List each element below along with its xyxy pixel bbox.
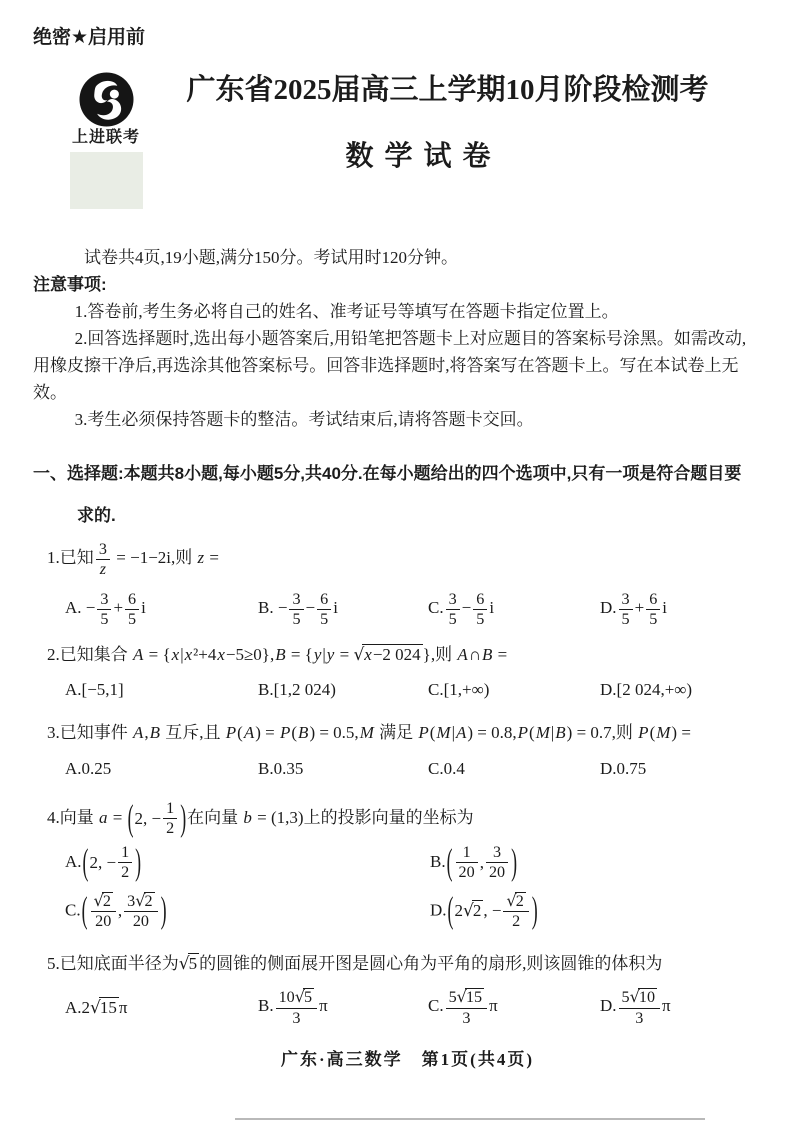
notice-item-3: 3.考生必须保持答题卡的整洁。考试结束后,请将答题卡交回。 — [74, 410, 534, 429]
question-2-stem: 2.已知集合 A = {x|x²+4x−5≥0},B = {y|y = √x−2 024 },则 A∩B = — [47, 644, 508, 665]
radicand: 2 — [144, 892, 153, 910]
radical-sign: √ — [462, 900, 474, 921]
question-3-stem: 3.已知事件 A,B 互斥,且 P(A) = P(B) = 0.5,M 满足 P(M|A) = 0.8,P(M|B) = 0.7,则 P(M) = — [47, 722, 691, 742]
fraction — [446, 988, 488, 1027]
numerator: 6 — [317, 591, 331, 610]
question-4-options-row-2 — [33, 889, 754, 931]
variable: A — [133, 722, 144, 742]
sqrt — [295, 989, 314, 1006]
radical-sign: √ — [456, 987, 467, 1007]
open-paren: ( — [447, 889, 454, 931]
denominator: 5 — [292, 611, 301, 629]
sqrt — [179, 954, 199, 973]
radical-sign: √ — [629, 987, 640, 1007]
paren-content: 2 √2 , − $\frac{√2}{2}$ — [454, 892, 530, 931]
variable: z — [99, 561, 107, 579]
open-paren: ( — [446, 841, 453, 883]
fraction — [646, 591, 660, 629]
question-2 — [33, 641, 754, 703]
numerator — [91, 892, 116, 912]
denominator: 20 — [132, 912, 149, 930]
numerator — [503, 892, 528, 912]
subject-title: 数学试卷 — [345, 141, 502, 172]
numerator: 3 — [486, 844, 508, 863]
numerator: 3 — [619, 591, 633, 610]
fraction — [619, 988, 661, 1027]
variable: M — [656, 722, 671, 742]
page-footer: 广东·高三数学 第1页(共4页) — [281, 1050, 534, 1070]
question-5-stem: 5.已知底面半径为√5 的圆锥的侧面展开图是圆心角为平角的扇形,则该圆锥的体积为 — [47, 954, 663, 975]
close-paren: ) — [160, 889, 167, 931]
paren-content: 2, − $\frac{1}{2}$ — [89, 844, 134, 882]
radicand: 5 — [304, 989, 313, 1007]
variable: x — [184, 644, 193, 664]
question-3-options — [33, 755, 754, 782]
variable: P — [638, 722, 649, 742]
open-paren: ( — [82, 841, 89, 883]
question-4-option-a: A. ( 2, − $\frac{1}{2}$ ) — [65, 844, 430, 882]
numerator: 6 — [125, 591, 139, 610]
fraction — [473, 591, 487, 629]
variable: y — [326, 644, 335, 664]
close-paren: ) — [511, 841, 518, 883]
variable: x — [171, 644, 180, 664]
variable: B — [555, 722, 566, 742]
radicand: 15 — [99, 997, 117, 1017]
denominator: 5 — [128, 611, 137, 629]
radicand: 10 — [638, 989, 656, 1007]
question-4-option-c: C. ( $\frac{√2}{20}$ , $\frac{3√2}{20}$ ) — [65, 892, 430, 931]
numerator: 3√2 — [124, 892, 157, 912]
variable: B — [482, 644, 493, 664]
question-5-option-d: D. $\frac{5√10}{3}$ π — [600, 987, 671, 1027]
variable: A — [457, 644, 468, 664]
denominator: 5 — [476, 611, 485, 629]
denominator: 5 — [320, 611, 329, 629]
paren-content: $\frac{1}{20}$ , $\frac{3}{20}$ — [454, 844, 511, 882]
numerator: 6 — [646, 591, 660, 610]
fraction — [446, 591, 460, 629]
variable: P — [225, 722, 237, 742]
fraction — [276, 988, 318, 1027]
open-paren: ( — [127, 797, 134, 839]
fraction — [124, 892, 157, 931]
radicand: 5 — [188, 954, 198, 974]
denominator: 2 — [166, 820, 175, 838]
variable: P — [517, 722, 529, 742]
variable: b — [243, 807, 252, 827]
question-4-option-d: D. ( 2 √2 , − $\frac{√2}{2}$ ) — [430, 892, 754, 931]
variable: x — [217, 644, 225, 664]
question-5-option-a: A.2√15 π — [65, 997, 128, 1018]
paren-content: $\frac{√2}{20}$ , $\frac{3√2}{20}$ — [89, 892, 160, 931]
denominator: 2 — [121, 864, 130, 882]
radicand: 2 — [472, 900, 482, 920]
denominator: 3 — [462, 1009, 471, 1027]
variable: A — [243, 722, 255, 742]
sqrt — [506, 890, 525, 910]
sqrt — [630, 989, 657, 1006]
question-1-option-a: A. − $\frac{3}{5}$ + $\frac{6}{5}$ i — [65, 590, 146, 629]
variable: M — [359, 722, 374, 742]
sqrt — [463, 897, 483, 925]
radical-sign: √ — [506, 890, 517, 910]
question-3-option-c: C.0.4 — [428, 758, 465, 778]
variable: B — [298, 722, 309, 742]
variable: y — [313, 644, 322, 664]
radical-sign: √ — [135, 890, 146, 910]
question-4-option-b: B. ( $\frac{1}{20}$ , $\frac{3}{20}$ ) — [430, 844, 754, 882]
radicand: 2 — [515, 892, 524, 910]
paren-content: 2, − $\frac{1}{2}$ — [135, 800, 180, 838]
radical-sign: √ — [353, 644, 365, 665]
question-5 — [33, 950, 754, 1027]
question-4-stem: 4.向量 a = ( 2, − $\frac{1}{2}$ ) 在向量 b = (1,3)上的投影向量的坐标为 — [33, 800, 754, 838]
question-3 — [33, 719, 754, 782]
denominator: 5 — [649, 611, 658, 629]
fraction — [289, 591, 303, 629]
fraction — [97, 591, 111, 629]
denominator: 3 — [635, 1009, 644, 1027]
numerator: 1 — [118, 844, 132, 863]
numerator: 3 — [446, 591, 460, 610]
paren-group — [447, 889, 539, 931]
numerator: 1 — [456, 844, 478, 863]
paren-group — [127, 797, 188, 839]
variable: P — [418, 722, 429, 742]
exam-title: 广东省2025届高三上学期10月阶段检测考 — [186, 74, 709, 106]
logo-label: 上进联考 — [71, 129, 140, 146]
paren-group — [81, 889, 168, 931]
sqrt — [457, 989, 484, 1006]
numerator: 5√10 — [619, 988, 661, 1008]
classification-banner: 绝密★启用前 — [33, 27, 146, 48]
exam-summary: 试卷共4页,19小题,满分150分。考试用时120分钟。 — [84, 248, 458, 267]
notice-item-2: 2.回答选择题时,选出每小题答案后,用铅笔把答题卡上对应题目的答案标号涂黑。如需改动,用橡皮擦干净后,再选涂其他答案标号。回答非选择题时,将答案写在答题卡上。写在本试卷上无效。 — [33, 329, 747, 402]
fraction — [91, 892, 116, 931]
question-1-option-c: C. $\frac{3}{5}$ − $\frac{6}{5}$ i — [428, 590, 495, 629]
question-2-option-c: C.[1,+∞) — [428, 679, 490, 699]
variable: B — [149, 722, 161, 742]
question-1-options — [33, 591, 754, 629]
variable: A — [133, 644, 144, 664]
radical-sign: √ — [90, 997, 101, 1018]
denominator: 5 — [448, 611, 457, 629]
numerator: 10√5 — [276, 988, 318, 1008]
variable: A — [456, 722, 467, 742]
sqrt — [93, 890, 113, 910]
denominator: 20 — [458, 864, 475, 882]
numerator: 5√15 — [446, 988, 488, 1008]
question-1-option-d: D. $\frac{3}{5}$ + $\frac{6}{5}$ i — [600, 590, 668, 629]
variable: a — [99, 807, 108, 827]
question-4 — [33, 797, 754, 931]
numerator: 3 — [96, 541, 110, 560]
fraction — [125, 591, 139, 629]
variable: x — [364, 644, 372, 664]
question-2-option-d: D.[2 024,+∞) — [600, 679, 693, 699]
fraction — [118, 844, 132, 882]
question-1-option-b: B. − $\frac{3}{5}$ − $\frac{6}{5}$ i — [258, 590, 338, 629]
denominator: 5 — [100, 611, 109, 629]
question-5-option-c: C. $\frac{5√15}{3}$ π — [428, 987, 498, 1027]
variable: z — [197, 547, 205, 567]
question-4-options-row-1 — [33, 841, 754, 883]
fraction — [163, 800, 177, 838]
paren-group — [82, 841, 143, 883]
denominator: 20 — [95, 912, 112, 930]
close-paren: ) — [531, 889, 538, 931]
radical-sign: √ — [294, 987, 306, 1007]
question-5-option-b: B. $\frac{10√5}{3}$ π — [258, 987, 328, 1027]
numerator: 3 — [289, 591, 303, 610]
section-1-header: 一、选择题:本题共8小题,每小题5分,共40分.在每小题给出的四个选项中,只有一项是符合题目要求的. — [33, 464, 742, 525]
question-5-options — [33, 988, 754, 1027]
paren-group — [446, 841, 518, 883]
numerator: 1 — [163, 800, 177, 819]
radicand: 15 — [465, 989, 483, 1007]
fraction — [486, 844, 508, 882]
numerator: 3 — [97, 591, 111, 610]
fraction — [317, 591, 331, 629]
sqrt — [353, 645, 422, 664]
denominator: 5 — [621, 611, 630, 629]
close-paren: ) — [135, 841, 142, 883]
fraction — [456, 844, 478, 882]
radical-sign: √ — [93, 890, 104, 910]
shangjin-logo-icon — [79, 72, 134, 127]
sqrt — [90, 998, 119, 1017]
radicand: 2 — [102, 892, 111, 910]
close-paren: ) — [180, 797, 187, 839]
denominator: 20 — [488, 864, 506, 882]
question-3-option-d: D.0.75 — [600, 758, 647, 778]
question-2-options — [33, 676, 754, 703]
question-1-stem: 1.已知 $\frac{3}{z}$ = −1−2i,则 z = — [47, 541, 220, 579]
fraction — [619, 591, 633, 629]
question-2-option-b: B.[1,2 024) — [258, 679, 336, 699]
logo-placeholder-box — [70, 152, 143, 209]
numerator: 6 — [473, 591, 487, 610]
variable: M — [535, 722, 550, 742]
variable: P — [279, 722, 291, 742]
denominator: 2 — [512, 912, 521, 930]
question-1 — [33, 541, 754, 629]
question-3-option-a: A.0.25 — [65, 758, 112, 778]
notice-item-1: 1.答卷前,考生务必将自己的姓名、准考证号等填写在答题卡指定位置上。 — [74, 302, 619, 321]
sqrt — [135, 890, 154, 910]
open-paren: ( — [81, 889, 88, 931]
question-3-option-b: B.0.35 — [258, 758, 304, 778]
question-2-option-a: A.[−5,1] — [65, 679, 124, 699]
variable: M — [436, 722, 451, 742]
denominator: 3 — [292, 1009, 301, 1027]
fraction — [96, 541, 110, 579]
shangjin-logo — [67, 72, 145, 209]
radical-sign: √ — [178, 954, 190, 975]
radicand: x−2 024 — [364, 644, 421, 664]
notice-title: 注意事项: — [33, 275, 107, 294]
fraction — [503, 892, 528, 931]
header-block — [33, 70, 754, 222]
denominator — [96, 560, 110, 578]
variable: B — [275, 644, 286, 664]
scan-edge-artifact — [235, 1118, 705, 1120]
